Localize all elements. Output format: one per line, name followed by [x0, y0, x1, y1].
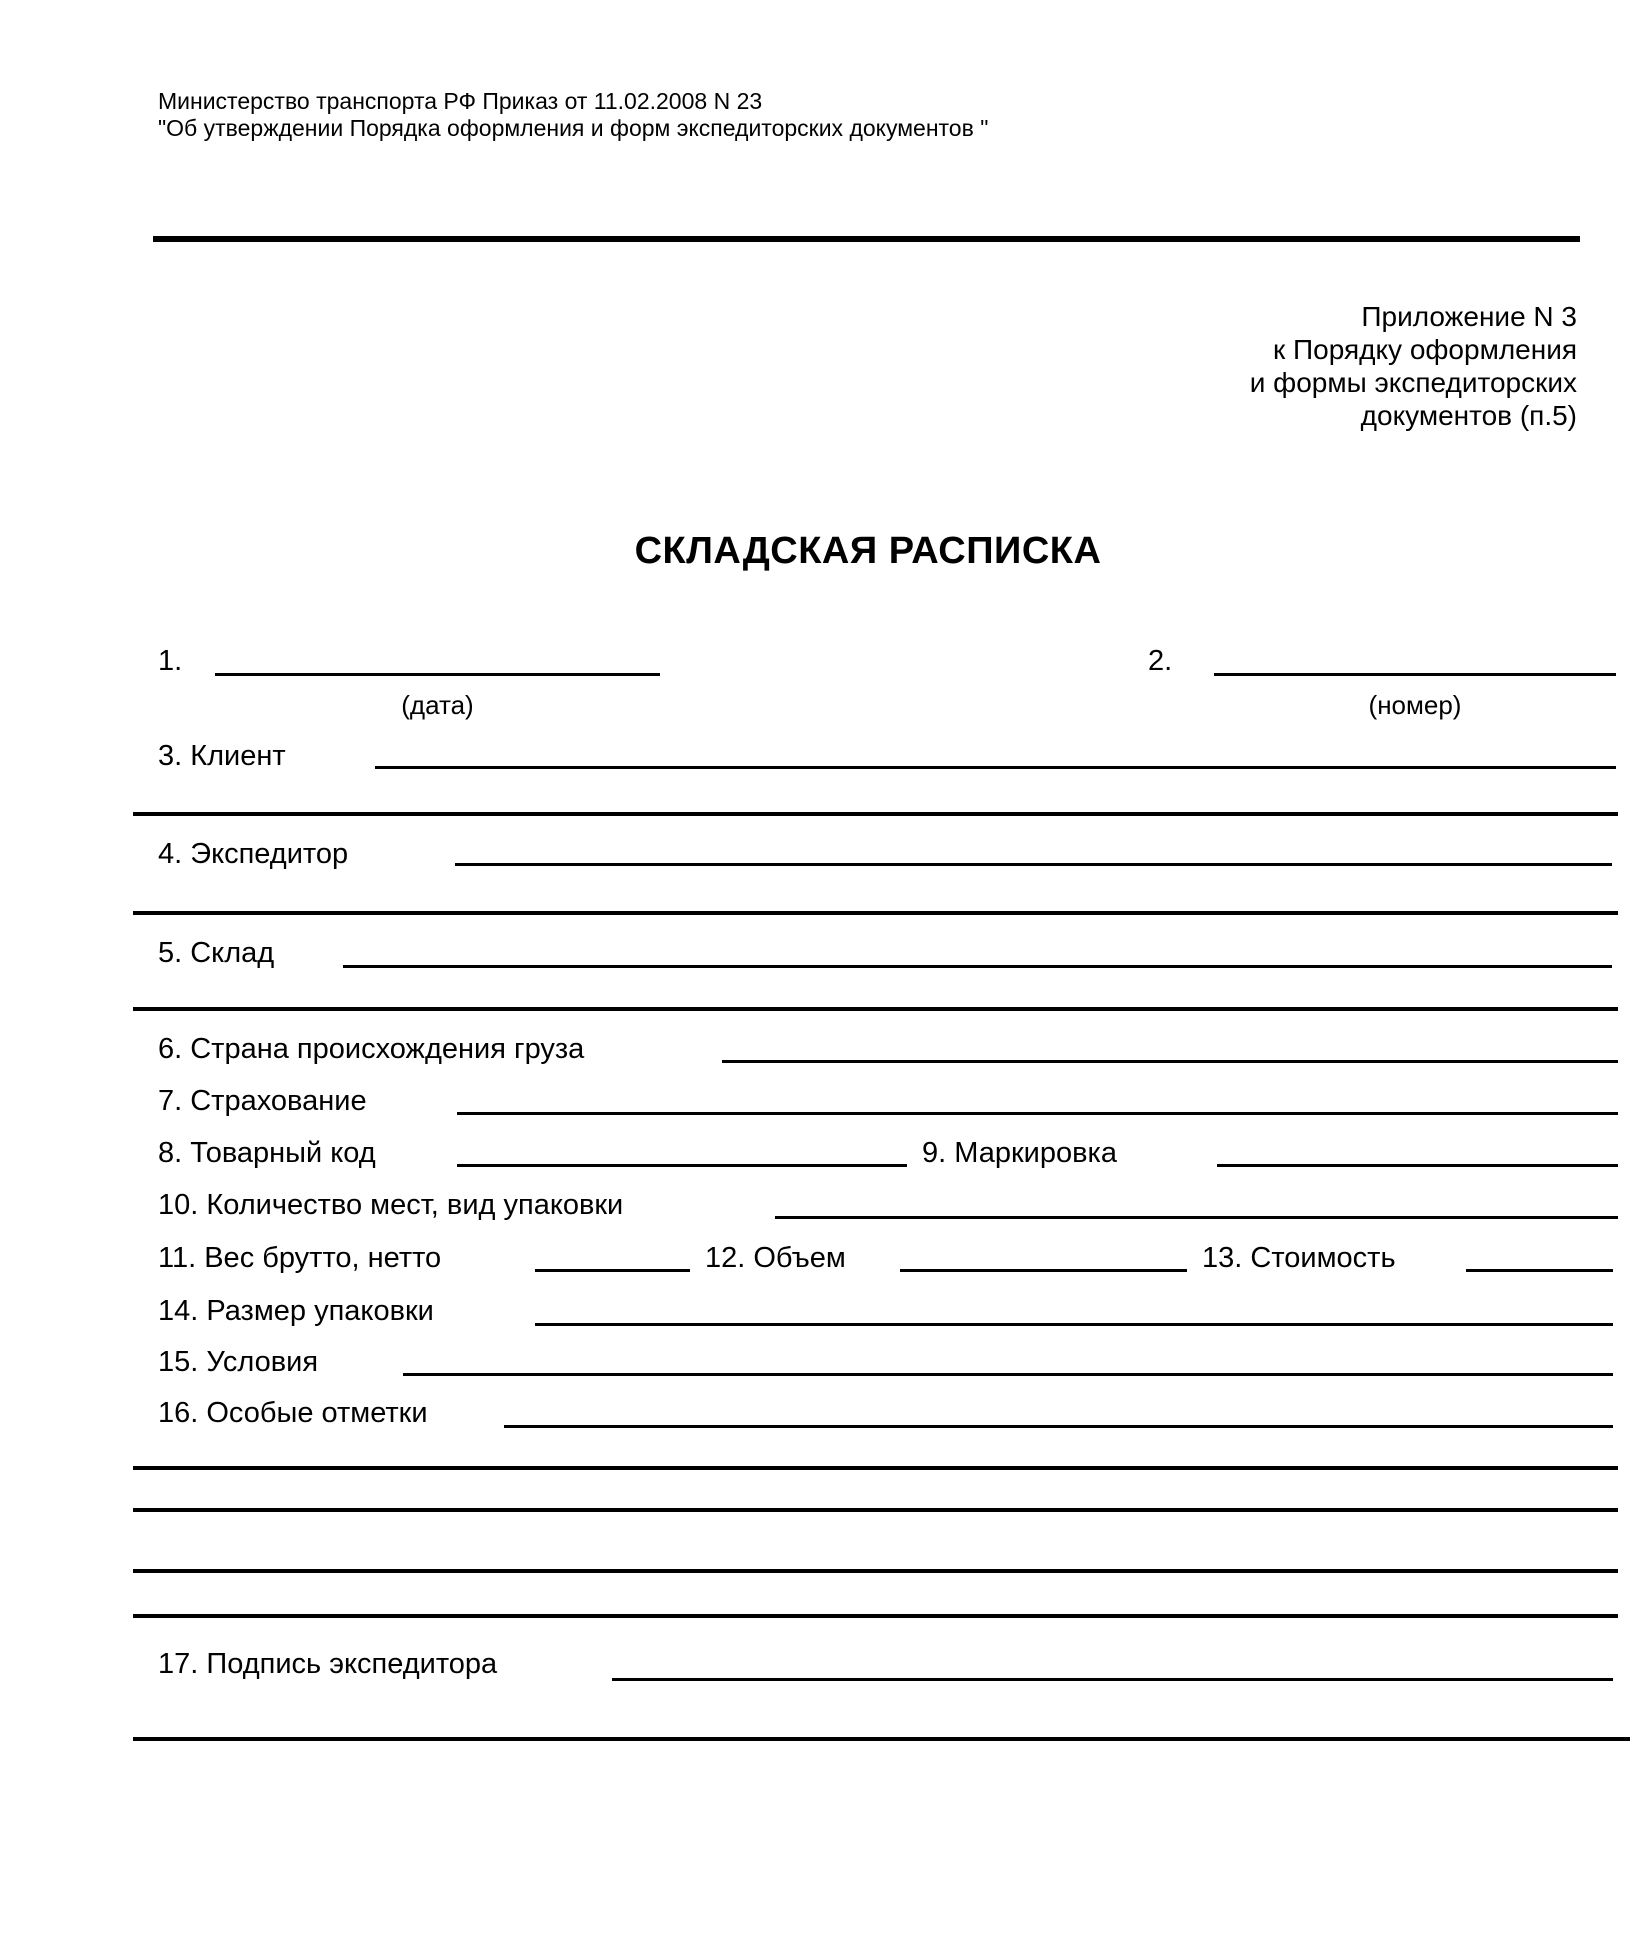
field-4-label: 4. Экспедитор — [158, 838, 349, 870]
field-3-fill-line — [375, 766, 1616, 769]
blank-continuation-line-2 — [133, 1508, 1618, 1512]
appendix-line-4: документов (п.5) — [1360, 400, 1577, 431]
field-17-label: 17. Подпись экспедитора — [158, 1648, 498, 1680]
field-2-number: 2. — [1148, 645, 1173, 677]
header-divider-rule — [153, 236, 1580, 242]
field-12-label: 12. Объем — [705, 1242, 846, 1274]
field-16-label: 16. Особые отметки — [158, 1397, 428, 1429]
field-1-fill-line — [215, 673, 660, 676]
field-15-fill-line — [403, 1373, 1613, 1376]
blank-continuation-line-4 — [133, 1614, 1618, 1618]
field-5-extra-fill-line — [133, 1007, 1618, 1011]
field-12-fill-line — [900, 1269, 1187, 1272]
field-11-label: 11. Вес брутто, нетто — [158, 1242, 442, 1274]
page-title: СКЛАДСКАЯ РАСПИСКА — [634, 530, 1102, 572]
field-9-fill-line — [1217, 1164, 1618, 1167]
field-4-extra-fill-line — [133, 911, 1618, 915]
field-8-label: 8. Товарный код — [158, 1137, 376, 1169]
field-2-fill-line — [1214, 673, 1616, 676]
appendix-line-1: Приложение N 3 — [1361, 301, 1577, 332]
field-11-fill-line — [535, 1269, 690, 1272]
appendix-line-2: к Порядку оформления — [1272, 334, 1577, 365]
field-5-label: 5. Склад — [158, 937, 275, 969]
field-10-label: 10. Количество мест, вид упаковки — [158, 1189, 624, 1221]
field-10-fill-line — [775, 1216, 1618, 1219]
field-13-label: 13. Стоимость — [1202, 1242, 1396, 1274]
field-8-fill-line — [457, 1164, 907, 1167]
field-3-label: 3. Клиент — [158, 740, 286, 772]
field-14-label: 14. Размер упаковки — [158, 1295, 434, 1327]
field-14-fill-line — [535, 1323, 1613, 1326]
field-7-label: 7. Страхование — [158, 1085, 367, 1117]
field-4-fill-line — [455, 863, 1612, 866]
field-5-fill-line — [343, 965, 1612, 968]
blank-continuation-line-3 — [133, 1569, 1618, 1573]
field-1-caption: (дата) — [401, 690, 474, 720]
field-6-label: 6. Страна происхождения груза — [158, 1033, 585, 1065]
field-7-fill-line — [457, 1112, 1618, 1115]
field-16-fill-line — [504, 1425, 1613, 1428]
blank-continuation-line-1 — [133, 1466, 1618, 1470]
header-ministry-line: Министерство транспорта РФ Приказ от 11.02.2008 N 23 — [158, 88, 763, 114]
field-17-signature-line — [612, 1678, 1613, 1681]
field-3-extra-fill-line — [133, 812, 1618, 816]
field-6-fill-line — [722, 1060, 1618, 1063]
bottom-closing-line — [133, 1737, 1630, 1741]
field-2-caption: (номер) — [1368, 690, 1462, 720]
header-order-title-line: "Об утверждении Порядка оформления и форм экспедиторских документов " — [158, 115, 989, 141]
field-13-fill-line — [1466, 1269, 1613, 1272]
field-9-label: 9. Маркировка — [922, 1137, 1117, 1169]
field-15-label: 15. Условия — [158, 1346, 319, 1378]
appendix-reference-block — [1250, 300, 1577, 432]
appendix-line-3: и формы экспедиторских — [1249, 367, 1577, 398]
field-1-number: 1. — [158, 645, 183, 677]
